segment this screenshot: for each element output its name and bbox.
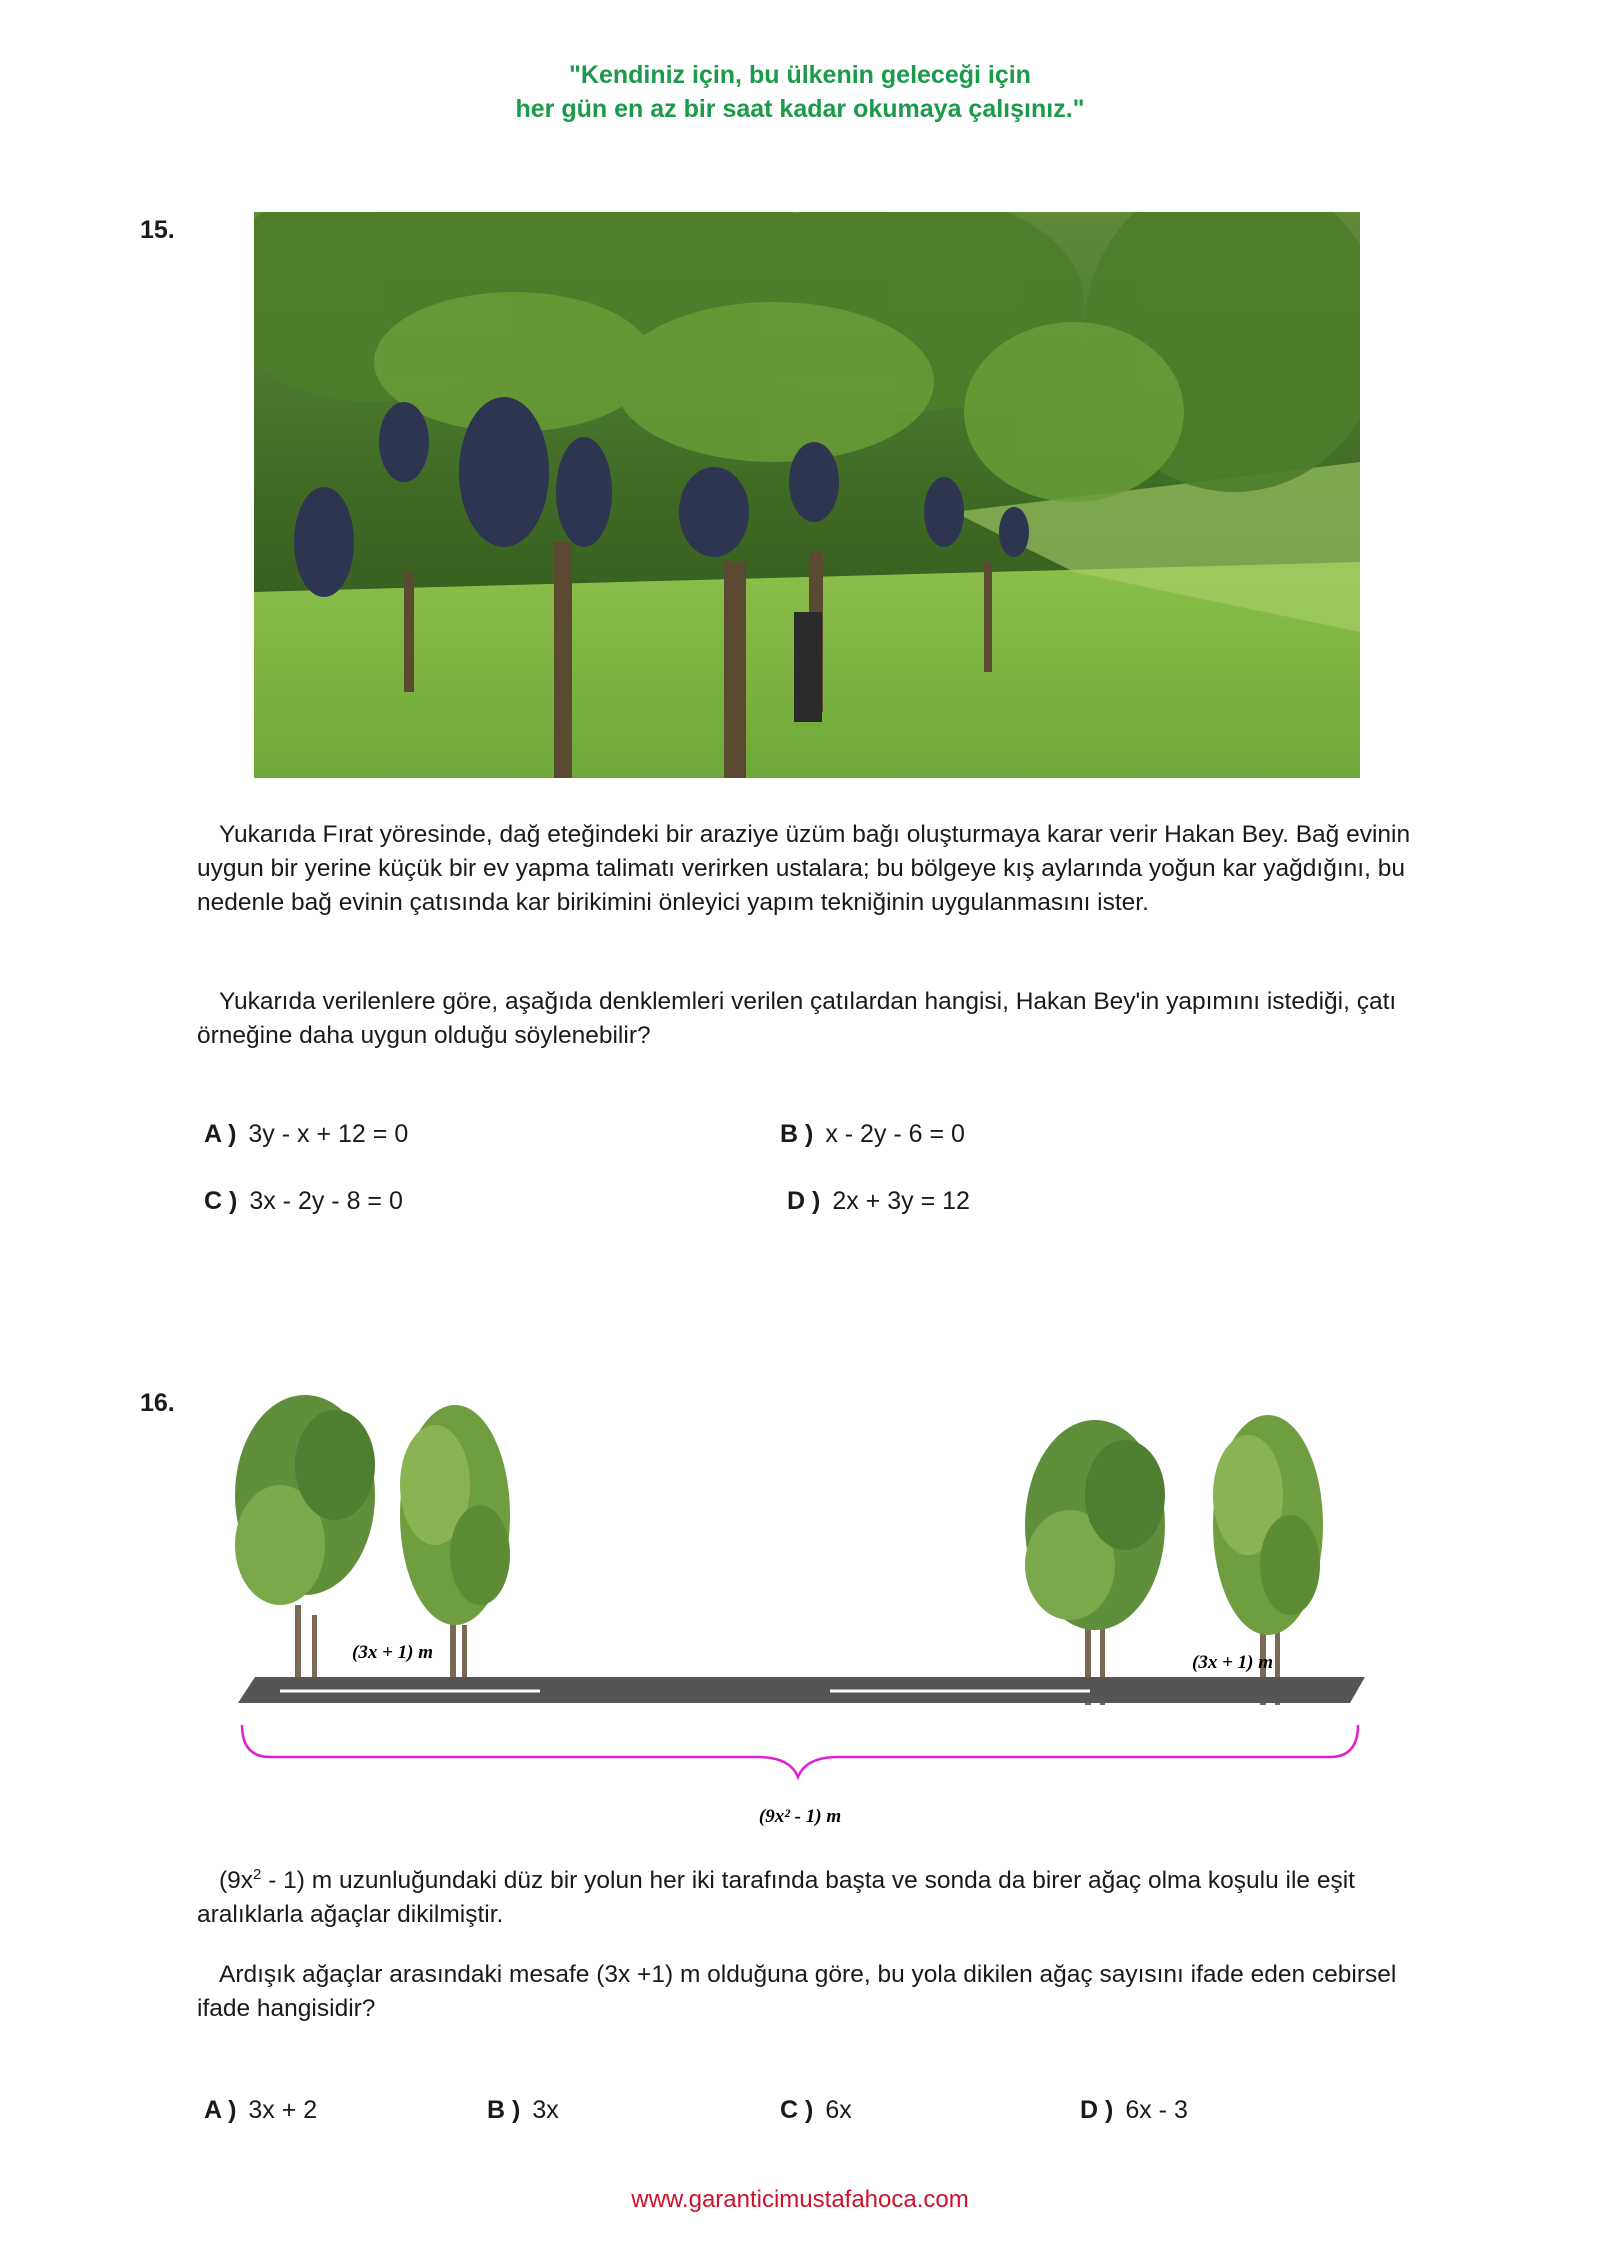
q15-option-c[interactable] bbox=[204, 1187, 403, 1216]
option-text: 3y - x + 12 = 0 bbox=[248, 1120, 409, 1148]
q15-paragraph-2-text: Yukarıda verilenlere göre, aşağıda denklemleri verilen çatılardan hangisi, Hakan Bey'in yapımını istediği, çatı örneğine daha uygun olduğu söylenebilir? bbox=[197, 988, 1397, 1049]
q15-paragraph-1 bbox=[197, 818, 1427, 920]
q16-paragraph-2-text: Ardışık ağaçlar arasındaki mesafe (3x +1) m olduğuna göre, bu yola dikilen ağaç sayısını ifade eden cebirsel ifade hangisidir? bbox=[197, 1961, 1397, 2022]
motto bbox=[0, 58, 1600, 126]
q16-paragraph-1 bbox=[197, 1858, 1427, 1932]
motto-line-2: her gün en az bir saat kadar okumaya çalışınız." bbox=[515, 95, 1085, 123]
option-text: 3x + 2 bbox=[248, 2096, 318, 2124]
road-trees-diagram bbox=[200, 1375, 1400, 1835]
option-label: D ) bbox=[787, 1187, 821, 1215]
option-text: 3x - 2y - 8 = 0 bbox=[249, 1187, 403, 1215]
option-label: D ) bbox=[1080, 2096, 1114, 2124]
q16-option-c[interactable] bbox=[780, 2096, 852, 2125]
q16-option-d[interactable] bbox=[1080, 2096, 1188, 2125]
option-label: B ) bbox=[487, 2096, 521, 2124]
q16-paragraph-2 bbox=[197, 1958, 1427, 2026]
length-brace bbox=[242, 1725, 1358, 1777]
option-label: B ) bbox=[780, 1120, 814, 1148]
option-text: x - 2y - 6 = 0 bbox=[825, 1120, 965, 1148]
q16-paragraph-1-post: - 1) m uzunluğundaki düz bir yolun her iki tarafında başta ve sonda da birer ağaç olma koşulu ile eşit aralıklarla ağaçlar dikilmiştir. bbox=[197, 1867, 1355, 1929]
q16-paragraph-1-sup: 2 bbox=[253, 1866, 262, 1883]
option-text: 6x - 3 bbox=[1125, 2096, 1188, 2124]
option-label: C ) bbox=[204, 1187, 238, 1215]
q15-paragraph-1-text: Yukarıda Fırat yöresinde, dağ eteğindeki bir araziye üzüm bağı oluşturmaya karar verir Hakan Bey. Bağ evinin uygun bir yerine küçük bir ev yapma talimatı verirken ustalara; bu bölgeye kış aylarında yoğun kar yağdığını, bu nedenle bağ evinin çatısında kar birikimini önleyici yapım tekniğinin uygulanmasını ister. bbox=[197, 821, 1411, 916]
spacing-label-left: (3x + 1) m bbox=[352, 1642, 434, 1663]
option-text: 6x bbox=[825, 2096, 852, 2124]
footer-url[interactable]: www.garanticimustafahoca.com bbox=[631, 2186, 969, 2213]
vineyard-photo bbox=[254, 212, 1360, 778]
question-15-number: 15. bbox=[140, 216, 175, 244]
spacing-label-right: (3x + 1) m bbox=[1192, 1652, 1274, 1673]
q15-option-d[interactable] bbox=[787, 1187, 970, 1216]
q16-option-b[interactable] bbox=[487, 2096, 559, 2125]
option-text: 2x + 3y = 12 bbox=[832, 1187, 970, 1215]
option-text: 3x bbox=[532, 2096, 559, 2124]
q16-option-a[interactable] bbox=[204, 2096, 317, 2125]
motto-line-1: "Kendiniz için, bu ülkenin geleceği için bbox=[569, 61, 1031, 89]
option-label: C ) bbox=[780, 2096, 814, 2124]
q15-option-a[interactable] bbox=[204, 1120, 408, 1149]
option-label: A ) bbox=[204, 1120, 237, 1148]
tree-icon bbox=[1025, 1420, 1165, 1705]
question-16-number: 16. bbox=[140, 1389, 175, 1417]
q15-option-b[interactable] bbox=[780, 1120, 965, 1149]
option-label: A ) bbox=[204, 2096, 237, 2124]
q15-paragraph-2 bbox=[197, 985, 1427, 1053]
length-label: (9x² - 1) m bbox=[758, 1806, 842, 1827]
q16-paragraph-1-pre: (9x bbox=[219, 1867, 254, 1895]
